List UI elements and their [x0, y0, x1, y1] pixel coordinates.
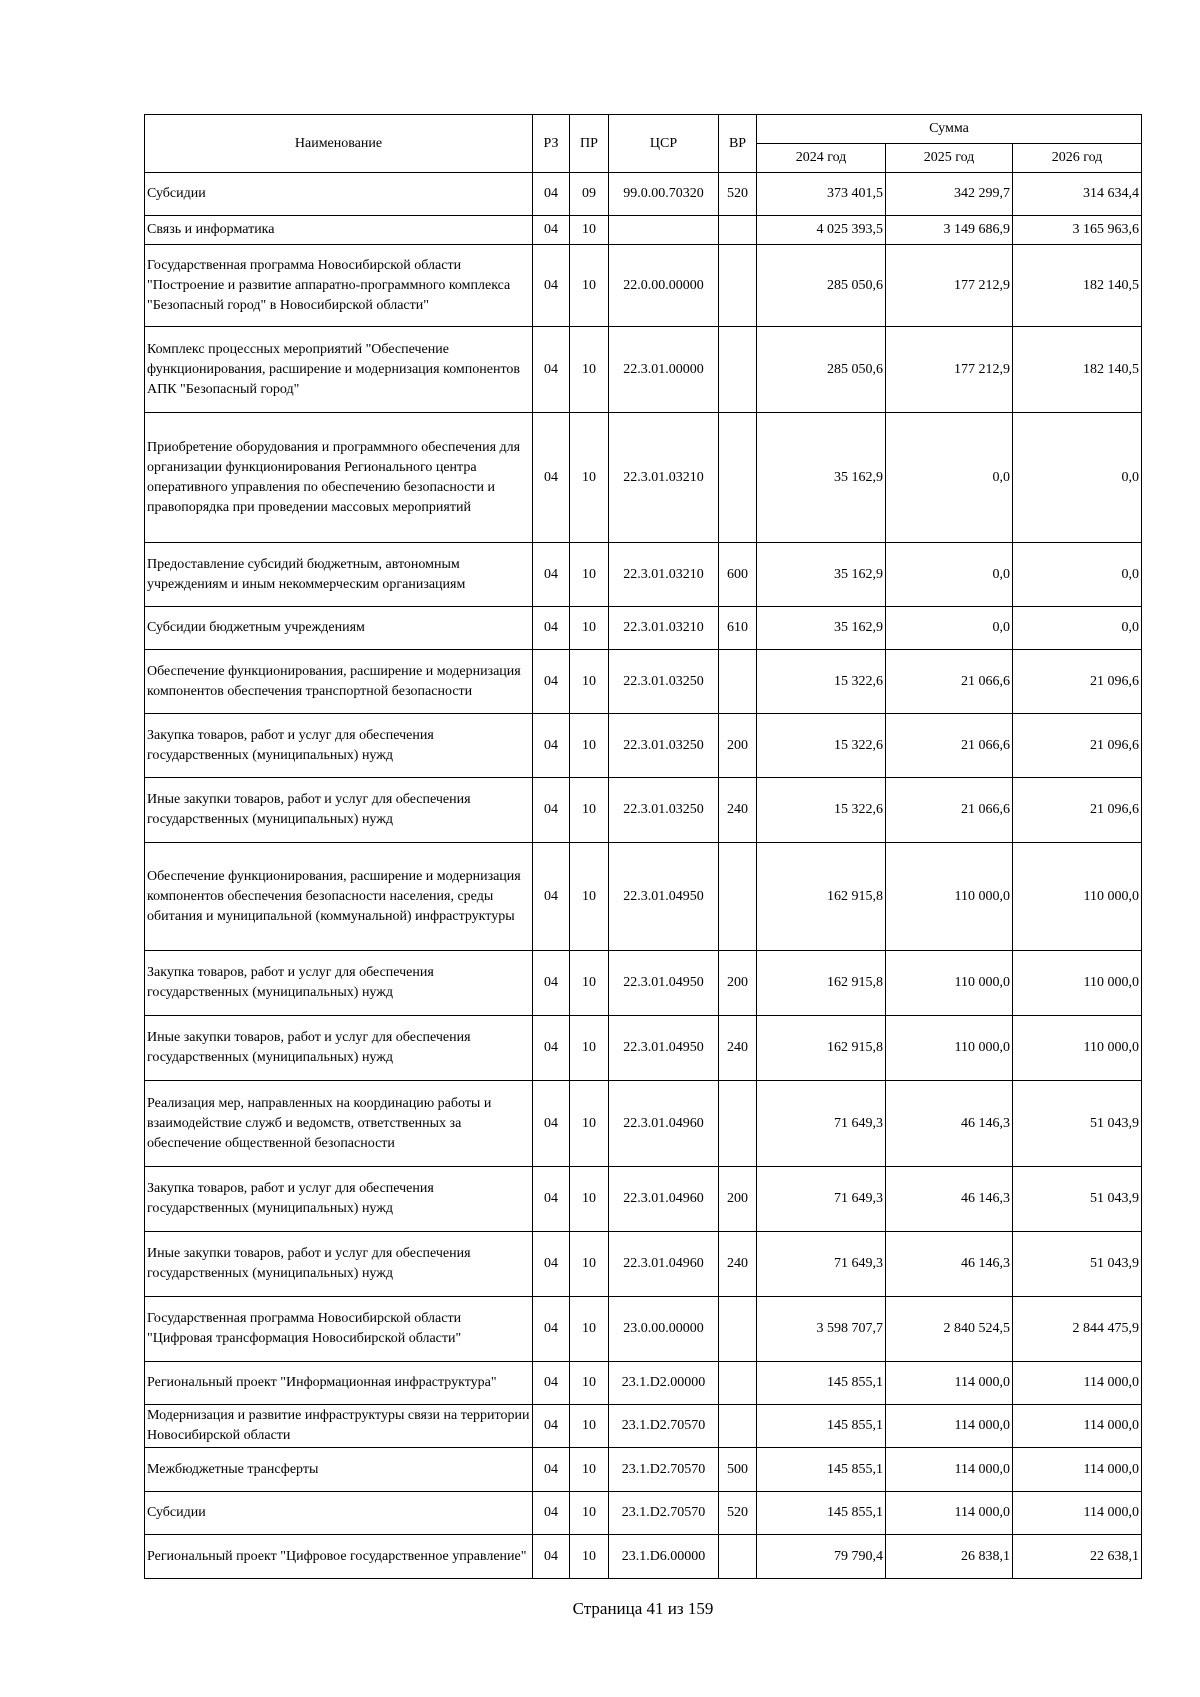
cell-rz: 04 — [533, 1492, 570, 1535]
cell-name: Субсидии — [145, 173, 533, 216]
cell-2026: 110 000,0 — [1013, 951, 1142, 1016]
cell-csr: 99.0.00.70320 — [609, 173, 719, 216]
cell-vr: 240 — [719, 1016, 757, 1081]
cell-2025: 46 146,3 — [886, 1081, 1013, 1167]
header-sum: Сумма — [757, 115, 1142, 144]
cell-2026: 21 096,6 — [1013, 650, 1142, 714]
table-row — [145, 543, 1142, 607]
cell-2024: 79 790,4 — [757, 1535, 886, 1579]
cell-2025: 0,0 — [886, 543, 1013, 607]
cell-2026: 314 634,4 — [1013, 173, 1142, 216]
cell-name: Субсидии бюджетным учреждениям — [145, 607, 533, 650]
cell-pr: 10 — [570, 1362, 609, 1405]
cell-rz: 04 — [533, 1535, 570, 1579]
cell-name: Субсидии — [145, 1492, 533, 1535]
cell-pr: 10 — [570, 1167, 609, 1232]
cell-name: Государственная программа Новосибирской области "Цифровая трансформация Новосибирской области" — [145, 1297, 533, 1362]
budget-table — [144, 114, 1142, 1579]
cell-name: Иные закупки товаров, работ и услуг для обеспечения государственных (муниципальных) нужд — [145, 1232, 533, 1297]
header-csr: ЦСР — [609, 115, 719, 173]
cell-pr: 10 — [570, 543, 609, 607]
cell-2026: 22 638,1 — [1013, 1535, 1142, 1579]
cell-2024: 145 855,1 — [757, 1448, 886, 1492]
cell-2026: 21 096,6 — [1013, 778, 1142, 843]
cell-name: Модернизация и развитие инфраструктуры связи на территории Новосибирской области — [145, 1405, 533, 1448]
cell-2025: 114 000,0 — [886, 1362, 1013, 1405]
table-row — [145, 650, 1142, 714]
cell-pr: 10 — [570, 843, 609, 951]
cell-2024: 373 401,5 — [757, 173, 886, 216]
cell-rz: 04 — [533, 1232, 570, 1297]
cell-2024: 71 649,3 — [757, 1167, 886, 1232]
cell-csr: 23.1.D6.00000 — [609, 1535, 719, 1579]
cell-2026: 114 000,0 — [1013, 1492, 1142, 1535]
cell-pr: 10 — [570, 1405, 609, 1448]
cell-2025: 114 000,0 — [886, 1492, 1013, 1535]
header-name: Наименование — [145, 115, 533, 173]
cell-pr: 09 — [570, 173, 609, 216]
cell-rz: 04 — [533, 1405, 570, 1448]
cell-csr: 22.3.01.04950 — [609, 951, 719, 1016]
table-row — [145, 1405, 1142, 1448]
cell-2026: 0,0 — [1013, 413, 1142, 543]
cell-2025: 21 066,6 — [886, 778, 1013, 843]
cell-vr: 240 — [719, 778, 757, 843]
cell-name: Закупка товаров, работ и услуг для обеспечения государственных (муниципальных) нужд — [145, 951, 533, 1016]
cell-pr: 10 — [570, 245, 609, 327]
cell-2026: 110 000,0 — [1013, 1016, 1142, 1081]
cell-2024: 162 915,8 — [757, 1016, 886, 1081]
cell-2025: 21 066,6 — [886, 650, 1013, 714]
cell-2026: 110 000,0 — [1013, 843, 1142, 951]
table-row — [145, 1448, 1142, 1492]
cell-2026: 0,0 — [1013, 607, 1142, 650]
cell-2025: 21 066,6 — [886, 714, 1013, 778]
cell-2025: 110 000,0 — [886, 843, 1013, 951]
cell-csr: 22.3.01.04960 — [609, 1167, 719, 1232]
cell-2024: 3 598 707,7 — [757, 1297, 886, 1362]
cell-2024: 35 162,9 — [757, 543, 886, 607]
cell-2024: 145 855,1 — [757, 1492, 886, 1535]
cell-name: Реализация мер, направленных на координацию работы и взаимодействие служб и ведомств, ответственных за обеспечение общественной безопасности — [145, 1081, 533, 1167]
cell-vr — [719, 843, 757, 951]
table-row — [145, 951, 1142, 1016]
cell-2024: 285 050,6 — [757, 245, 886, 327]
cell-pr: 10 — [570, 951, 609, 1016]
cell-pr: 10 — [570, 1297, 609, 1362]
table-row — [145, 245, 1142, 327]
cell-pr: 10 — [570, 714, 609, 778]
cell-vr — [719, 1297, 757, 1362]
cell-csr: 23.1.D2.70570 — [609, 1448, 719, 1492]
cell-csr: 23.1.D2.70570 — [609, 1405, 719, 1448]
cell-pr: 10 — [570, 216, 609, 245]
cell-2026: 2 844 475,9 — [1013, 1297, 1142, 1362]
cell-pr: 10 — [570, 1232, 609, 1297]
cell-csr: 22.3.01.03210 — [609, 413, 719, 543]
table-row — [145, 1492, 1142, 1535]
cell-csr: 22.3.01.04950 — [609, 843, 719, 951]
cell-pr: 10 — [570, 1535, 609, 1579]
table-row — [145, 778, 1142, 843]
cell-2024: 15 322,6 — [757, 714, 886, 778]
cell-name: Иные закупки товаров, работ и услуг для обеспечения государственных (муниципальных) нужд — [145, 778, 533, 843]
cell-vr: 500 — [719, 1448, 757, 1492]
cell-2025: 0,0 — [886, 607, 1013, 650]
cell-2025: 110 000,0 — [886, 951, 1013, 1016]
cell-pr: 10 — [570, 1492, 609, 1535]
table-body — [145, 173, 1142, 1579]
cell-2025: 110 000,0 — [886, 1016, 1013, 1081]
cell-csr: 22.3.01.03250 — [609, 778, 719, 843]
cell-pr: 10 — [570, 327, 609, 413]
cell-2026: 114 000,0 — [1013, 1448, 1142, 1492]
cell-vr — [719, 1081, 757, 1167]
cell-csr: 23.0.00.00000 — [609, 1297, 719, 1362]
cell-vr — [719, 1405, 757, 1448]
cell-vr — [719, 1362, 757, 1405]
cell-pr: 10 — [570, 1448, 609, 1492]
cell-rz: 04 — [533, 714, 570, 778]
cell-csr: 23.1.D2.00000 — [609, 1362, 719, 1405]
cell-name: Закупка товаров, работ и услуг для обеспечения государственных (муниципальных) нужд — [145, 1167, 533, 1232]
cell-rz: 04 — [533, 216, 570, 245]
cell-vr — [719, 327, 757, 413]
table-row — [145, 327, 1142, 413]
cell-vr — [719, 1535, 757, 1579]
cell-rz: 04 — [533, 607, 570, 650]
cell-csr: 22.3.01.04960 — [609, 1081, 719, 1167]
cell-2026: 21 096,6 — [1013, 714, 1142, 778]
cell-2024: 145 855,1 — [757, 1405, 886, 1448]
cell-vr: 200 — [719, 714, 757, 778]
table-row — [145, 216, 1142, 245]
cell-2025: 46 146,3 — [886, 1232, 1013, 1297]
cell-pr: 10 — [570, 778, 609, 843]
cell-name: Комплекс процессных мероприятий "Обеспечение функционирования, расширение и модернизация компонентов АПК "Безопасный город" — [145, 327, 533, 413]
cell-2025: 26 838,1 — [886, 1535, 1013, 1579]
cell-name: Государственная программа Новосибирской области "Построение и развитие аппаратно-программного комплекса "Безопасный город" в Новосибирской области" — [145, 245, 533, 327]
page-number: Страница 41 из 159 — [572, 1599, 714, 1618]
cell-pr: 10 — [570, 1081, 609, 1167]
cell-2024: 162 915,8 — [757, 843, 886, 951]
cell-2025: 3 149 686,9 — [886, 216, 1013, 245]
cell-csr: 22.3.01.00000 — [609, 327, 719, 413]
cell-rz: 04 — [533, 1297, 570, 1362]
cell-2025: 177 212,9 — [886, 327, 1013, 413]
cell-vr — [719, 245, 757, 327]
cell-2024: 4 025 393,5 — [757, 216, 886, 245]
cell-2024: 15 322,6 — [757, 650, 886, 714]
cell-rz: 04 — [533, 245, 570, 327]
table-row — [145, 1016, 1142, 1081]
cell-csr: 22.3.01.03250 — [609, 650, 719, 714]
cell-2024: 162 915,8 — [757, 951, 886, 1016]
table-row — [145, 843, 1142, 951]
cell-2025: 46 146,3 — [886, 1167, 1013, 1232]
cell-2024: 145 855,1 — [757, 1362, 886, 1405]
cell-csr: 22.3.01.03250 — [609, 714, 719, 778]
table-row — [145, 1535, 1142, 1579]
cell-2024: 71 649,3 — [757, 1081, 886, 1167]
cell-name: Закупка товаров, работ и услуг для обеспечения государственных (муниципальных) нужд — [145, 714, 533, 778]
header-year-2025: 2025 год — [886, 144, 1013, 173]
cell-pr: 10 — [570, 650, 609, 714]
cell-2026: 114 000,0 — [1013, 1362, 1142, 1405]
cell-vr: 240 — [719, 1232, 757, 1297]
cell-2025: 0,0 — [886, 413, 1013, 543]
cell-pr: 10 — [570, 413, 609, 543]
header-pr: ПР — [570, 115, 609, 173]
cell-2026: 182 140,5 — [1013, 245, 1142, 327]
cell-vr: 200 — [719, 951, 757, 1016]
table-row — [145, 1081, 1142, 1167]
cell-2024: 35 162,9 — [757, 607, 886, 650]
cell-vr — [719, 413, 757, 543]
cell-rz: 04 — [533, 650, 570, 714]
table-row — [145, 173, 1142, 216]
cell-rz: 04 — [533, 1448, 570, 1492]
cell-csr — [609, 216, 719, 245]
cell-vr — [719, 650, 757, 714]
cell-2025: 2 840 524,5 — [886, 1297, 1013, 1362]
cell-name: Межбюджетные трансферты — [145, 1448, 533, 1492]
cell-rz: 04 — [533, 778, 570, 843]
cell-csr: 22.3.01.03210 — [609, 607, 719, 650]
cell-vr: 520 — [719, 1492, 757, 1535]
table-row — [145, 607, 1142, 650]
header-vr: ВР — [719, 115, 757, 173]
cell-2024: 285 050,6 — [757, 327, 886, 413]
cell-name: Предоставление субсидий бюджетным, автономным учреждениям и иным некоммерческим организациям — [145, 543, 533, 607]
table-row — [145, 714, 1142, 778]
table-row — [145, 1232, 1142, 1297]
cell-vr: 520 — [719, 173, 757, 216]
cell-vr: 610 — [719, 607, 757, 650]
cell-csr: 22.3.01.03210 — [609, 543, 719, 607]
cell-name: Региональный проект "Цифровое государственное управление" — [145, 1535, 533, 1579]
cell-csr: 22.3.01.04960 — [609, 1232, 719, 1297]
header-year-2026: 2026 год — [1013, 144, 1142, 173]
cell-2026: 3 165 963,6 — [1013, 216, 1142, 245]
cell-pr: 10 — [570, 1016, 609, 1081]
cell-2025: 177 212,9 — [886, 245, 1013, 327]
cell-2026: 51 043,9 — [1013, 1167, 1142, 1232]
cell-rz: 04 — [533, 1167, 570, 1232]
cell-2024: 15 322,6 — [757, 778, 886, 843]
cell-2025: 114 000,0 — [886, 1448, 1013, 1492]
table-row — [145, 1362, 1142, 1405]
header-rz: РЗ — [533, 115, 570, 173]
cell-name: Региональный проект "Информационная инфраструктура" — [145, 1362, 533, 1405]
cell-rz: 04 — [533, 543, 570, 607]
cell-vr — [719, 216, 757, 245]
cell-rz: 04 — [533, 951, 570, 1016]
table-row — [145, 1297, 1142, 1362]
table-header — [145, 115, 1142, 173]
cell-name: Иные закупки товаров, работ и услуг для обеспечения государственных (муниципальных) нужд — [145, 1016, 533, 1081]
cell-name: Обеспечение функционирования, расширение и модернизация компонентов обеспечения транспортной безопасности — [145, 650, 533, 714]
cell-rz: 04 — [533, 413, 570, 543]
cell-csr: 23.1.D2.70570 — [609, 1492, 719, 1535]
cell-2025: 342 299,7 — [886, 173, 1013, 216]
cell-pr: 10 — [570, 607, 609, 650]
table-row — [145, 413, 1142, 543]
cell-2024: 71 649,3 — [757, 1232, 886, 1297]
cell-rz: 04 — [533, 173, 570, 216]
cell-rz: 04 — [533, 1081, 570, 1167]
cell-vr: 200 — [719, 1167, 757, 1232]
cell-csr: 22.0.00.00000 — [609, 245, 719, 327]
cell-name: Приобретение оборудования и программного обеспечения для организации функционирования Регионального центра оперативного управления по обеспечению безопасности и правопорядка при проведении массовых мероприятий — [145, 413, 533, 543]
cell-csr: 22.3.01.04950 — [609, 1016, 719, 1081]
cell-name: Связь и информатика — [145, 216, 533, 245]
cell-2026: 182 140,5 — [1013, 327, 1142, 413]
cell-name: Обеспечение функционирования, расширение и модернизация компонентов обеспечения безопасности населения, среды обитания и муниципальной (коммунальной) инфраструктуры — [145, 843, 533, 951]
cell-rz: 04 — [533, 843, 570, 951]
cell-vr: 600 — [719, 543, 757, 607]
header-year-2024: 2024 год — [757, 144, 886, 173]
cell-2026: 0,0 — [1013, 543, 1142, 607]
cell-2026: 51 043,9 — [1013, 1232, 1142, 1297]
cell-rz: 04 — [533, 327, 570, 413]
cell-2024: 35 162,9 — [757, 413, 886, 543]
table-row — [145, 1167, 1142, 1232]
cell-2026: 51 043,9 — [1013, 1081, 1142, 1167]
cell-rz: 04 — [533, 1016, 570, 1081]
cell-2026: 114 000,0 — [1013, 1405, 1142, 1448]
cell-rz: 04 — [533, 1362, 570, 1405]
cell-2025: 114 000,0 — [886, 1405, 1013, 1448]
